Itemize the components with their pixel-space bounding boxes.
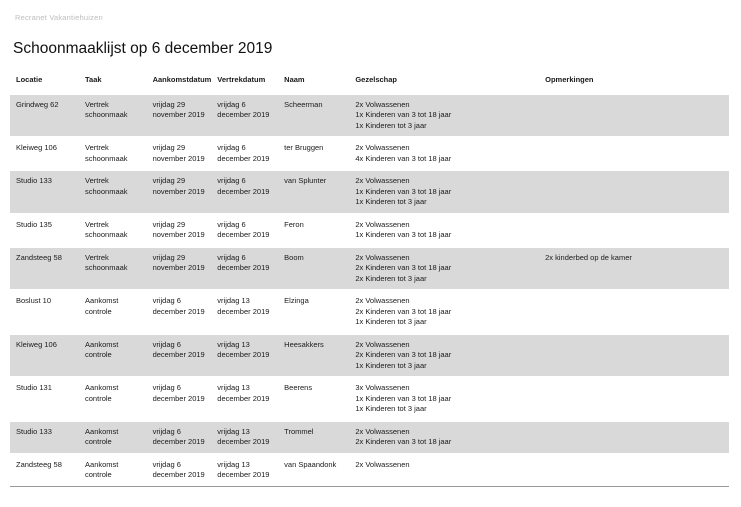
table-row [10, 377, 729, 421]
cell-gezelschap [349, 454, 539, 487]
cell-locatie: Studio 135 [16, 219, 52, 229]
table-row [10, 247, 729, 291]
table-row [10, 214, 729, 247]
column-header-vertrekdatum: Vertrekdatum [211, 73, 278, 94]
gezelschap-line: 2x Kinderen van 3 tot 18 jaar [355, 306, 452, 316]
table-row [10, 334, 729, 378]
column-header-gezelschap: Gezelschap [349, 73, 539, 94]
cell-aankomstdatum: vrijdag 6 december 2019 [152, 426, 205, 446]
cell-naam: ter Bruggen [284, 143, 324, 152]
cell-opmerkingen [539, 334, 729, 378]
cell-aankomstdatum: vrijdag 6 december 2019 [152, 296, 205, 316]
cell-opmerkingen [539, 421, 729, 454]
gezelschap-line: 1x Kinderen tot 3 jaar [355, 360, 427, 370]
cell-vertrekdatum: vrijdag 6 december 2019 [217, 219, 270, 239]
cell-taak: Vertrek schoonmaak [85, 219, 128, 239]
cell-aankomstdatum: vrijdag 29 november 2019 [152, 219, 205, 239]
cell-vertrekdatum: vrijdag 13 december 2019 [217, 383, 270, 403]
cell-naam: Feron [284, 219, 304, 229]
cell-taak: Vertrek schoonmaak [85, 99, 128, 119]
cell-aankomstdatum: vrijdag 29 november 2019 [152, 252, 205, 272]
gezelschap-line: 1x Kinderen tot 3 jaar [355, 404, 427, 413]
gezelschap-line: 2x Volwassenen [355, 252, 410, 262]
table-row [10, 137, 729, 170]
gezelschap-line: 2x Kinderen van 3 tot 18 jaar [355, 263, 452, 272]
cell-vertrekdatum: vrijdag 13 december 2019 [217, 296, 270, 316]
cell-locatie: Kleiweg 106 [16, 143, 57, 152]
cell-aankomstdatum: vrijdag 29 november 2019 [152, 176, 205, 196]
cell-locatie: Studio 133 [16, 426, 52, 436]
gezelschap-line: 1x Kinderen van 3 tot 18 jaar [355, 186, 452, 196]
cell-aankomstdatum: vrijdag 29 november 2019 [152, 99, 205, 119]
column-header-taak: Taak [79, 73, 147, 94]
cell-gezelschap [349, 94, 539, 138]
table-row [10, 421, 729, 454]
cell-vertrekdatum: vrijdag 13 december 2019 [217, 339, 270, 359]
gezelschap-line: 1x Kinderen tot 3 jaar [355, 317, 427, 326]
cell-vertrekdatum: vrijdag 6 december 2019 [217, 252, 270, 272]
cell-locatie: Studio 131 [16, 383, 52, 392]
column-header-locatie: Locatie [10, 73, 79, 94]
cell-opmerkingen [539, 137, 729, 170]
table-row [10, 170, 729, 214]
gezelschap-line: 2x Volwassenen [355, 176, 410, 185]
table-body [10, 94, 729, 487]
cell-gezelschap [349, 247, 539, 291]
cell-naam: Scheerman [284, 99, 323, 109]
cell-aankomstdatum: vrijdag 6 december 2019 [152, 339, 205, 359]
cell-aankomstdatum: vrijdag 6 december 2019 [152, 459, 205, 479]
cell-gezelschap [349, 137, 539, 170]
gezelschap-line: 1x Kinderen tot 3 jaar [355, 197, 427, 206]
gezelschap-line: 4x Kinderen van 3 tot 18 jaar [355, 153, 452, 163]
table-header [10, 73, 729, 94]
cell-opmerkingen [539, 170, 729, 214]
cell-taak: Vertrek schoonmaak [85, 252, 128, 272]
cell-vertrekdatum: vrijdag 13 december 2019 [217, 459, 270, 479]
gezelschap-line: 3x Volwassenen [355, 383, 410, 392]
cell-gezelschap [349, 290, 539, 334]
cell-naam: Trommel [284, 426, 314, 436]
cell-gezelschap [349, 334, 539, 378]
cell-gezelschap [349, 377, 539, 421]
gezelschap-line: 1x Kinderen van 3 tot 18 jaar [355, 110, 452, 119]
gezelschap-line: 1x Kinderen van 3 tot 18 jaar [355, 230, 452, 239]
cell-naam: Boom [284, 252, 304, 262]
cell-locatie: Kleiweg 106 [16, 339, 57, 349]
column-header-opmerkingen: Opmerkingen [539, 73, 729, 94]
page-title: Schoonmaaklijst op 6 december 2019 [13, 40, 273, 57]
cell-opmerkingen [539, 290, 729, 334]
cell-opmerkingen [539, 454, 729, 487]
gezelschap-line: 1x Kinderen van 3 tot 18 jaar [355, 393, 452, 403]
cell-locatie: Studio 133 [16, 176, 52, 185]
gezelschap-line: 2x Volwassenen [355, 426, 410, 436]
gezelschap-line: 2x Volwassenen [355, 99, 410, 109]
cell-gezelschap [349, 421, 539, 454]
cell-opmerkingen [539, 377, 729, 421]
cell-aankomstdatum: vrijdag 29 november 2019 [152, 143, 205, 163]
header-row [10, 73, 729, 94]
gezelschap-line: 2x Volwassenen [355, 296, 410, 305]
cell-vertrekdatum: vrijdag 6 december 2019 [217, 143, 270, 163]
gezelschap-line: 2x Kinderen tot 3 jaar [355, 273, 427, 283]
cell-naam: Heesakkers [284, 339, 324, 349]
cell-locatie: Zandsteeg 58 [16, 252, 62, 262]
cell-opmerkingen [539, 214, 729, 247]
cell-taak: Vertrek schoonmaak [85, 176, 128, 196]
gezelschap-line: 2x Volwassenen [355, 219, 410, 229]
cell-locatie: Zandsteeg 58 [16, 459, 62, 469]
cell-gezelschap [349, 214, 539, 247]
table-row [10, 454, 729, 487]
cell-locatie: Grindweg 62 [16, 99, 59, 109]
cell-taak: Vertrek schoonmaak [85, 143, 128, 163]
gezelschap-line: 2x Volwassenen [355, 339, 410, 349]
column-header-aankomstdatum: Aankomstdatum [147, 73, 212, 94]
brand-text: Recranet Vakantiehuizen [15, 13, 103, 22]
column-header-naam: Naam [278, 73, 349, 94]
cell-aankomstdatum: vrijdag 6 december 2019 [152, 383, 205, 403]
cell-naam: Elzinga [284, 296, 309, 305]
gezelschap-line: 2x Kinderen van 3 tot 18 jaar [355, 437, 452, 446]
table-row [10, 94, 729, 138]
cell-taak: Aankomst controle [85, 296, 119, 316]
cell-taak: Aankomst controle [85, 339, 119, 359]
report-page [0, 13, 741, 507]
cell-gezelschap [349, 170, 539, 214]
cell-taak: Aankomst controle [85, 459, 119, 479]
cell-vertrekdatum: vrijdag 6 december 2019 [217, 99, 270, 119]
table-row [10, 290, 729, 334]
cell-vertrekdatum: vrijdag 13 december 2019 [217, 426, 270, 446]
cell-taak: Aankomst controle [85, 383, 119, 403]
cell-opmerkingen: 2x kinderbed op de kamer [545, 252, 632, 262]
cell-naam: Beerens [284, 383, 313, 392]
gezelschap-line: 2x Volwassenen [355, 459, 410, 469]
cell-naam: van Splunter [284, 176, 327, 185]
gezelschap-line: 2x Volwassenen [355, 143, 410, 152]
gezelschap-line: 1x Kinderen tot 3 jaar [355, 120, 427, 130]
cell-vertrekdatum: vrijdag 6 december 2019 [217, 176, 270, 196]
gezelschap-line: 2x Kinderen van 3 tot 18 jaar [355, 350, 452, 359]
cell-taak: Aankomst controle [85, 426, 119, 446]
report-table [10, 73, 729, 487]
cell-naam: van Spaandonk [284, 459, 337, 469]
cell-locatie: Boslust 10 [16, 296, 52, 305]
cell-opmerkingen [539, 94, 729, 138]
